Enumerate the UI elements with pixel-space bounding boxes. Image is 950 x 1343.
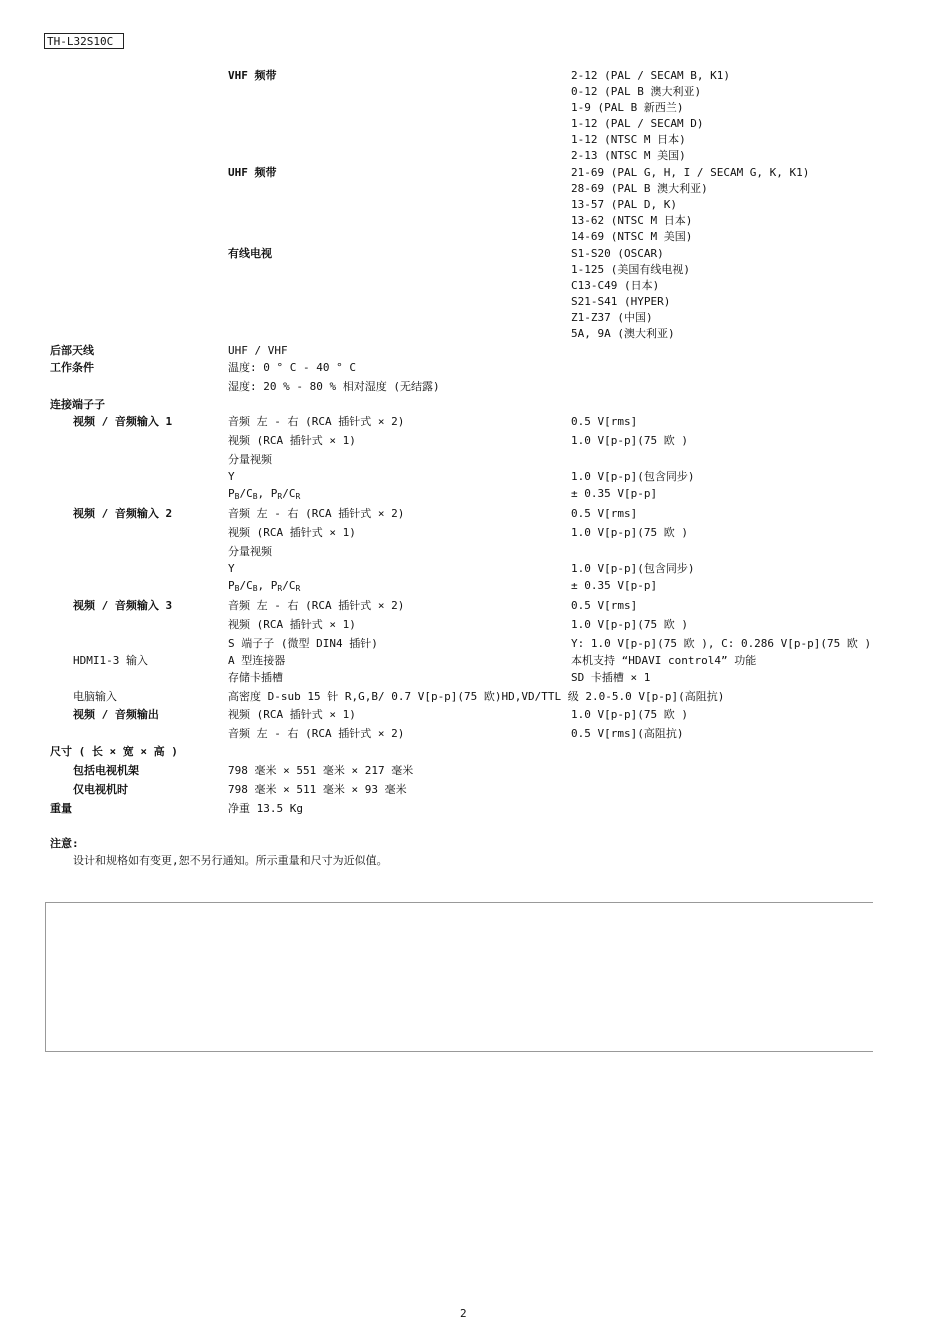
av2-pb-pr: $P_B/C_B$, $P_R/C_R$ xyxy=(228,579,301,593)
av-out-audio-level: 0.5 V[rms](高阻抗) xyxy=(571,727,684,740)
av2-pb-level: ± 0.35 V[p-p] xyxy=(571,579,658,592)
rear-antenna-label: 后部天线 xyxy=(50,344,94,357)
av2-audio-level: 0.5 V[rms] xyxy=(571,507,638,520)
av-out-video: 视频 (RCA 插针式 × 1) xyxy=(228,708,356,721)
catv-channel: 5A, 9A (澳大利亚) xyxy=(571,327,675,340)
tv-only-label: 仅电视机时 xyxy=(73,783,128,796)
av2-video-level: 1.0 V[p-p](75 欧 ) xyxy=(571,526,688,539)
av2-y-level: 1.0 V[p-p](包含同步) xyxy=(571,562,695,575)
operating-temperature: 温度: 0 ° C - 40 ° C xyxy=(228,361,356,374)
av1-y: Y xyxy=(228,470,235,483)
av1-audio: 音频 左 - 右 (RCA 插针式 × 2) xyxy=(228,415,405,428)
hdmi-connector: A 型连接器 xyxy=(228,654,286,667)
av3-svideo: S 端子子 (微型 DIN4 插针) xyxy=(228,637,378,650)
av3-audio: 音频 左 - 右 (RCA 插针式 × 2) xyxy=(228,599,405,612)
av-output-label: 视频 / 音频输出 xyxy=(73,708,159,721)
operating-conditions-label: 工作条件 xyxy=(50,361,94,374)
av3-svideo-level: Y: 1.0 V[p-p](75 欧 ), C: 0.286 V[p-p](75 欧 ) xyxy=(571,637,872,650)
av3-video-level: 1.0 V[p-p](75 欧 ) xyxy=(571,618,688,631)
vhf-band-label: VHF 频带 xyxy=(228,69,277,82)
catv-channel: Z1-Z37 (中国) xyxy=(571,311,653,324)
av3-video: 视频 (RCA 插针式 × 1) xyxy=(228,618,356,631)
av2-video: 视频 (RCA 插针式 × 1) xyxy=(228,526,356,539)
note-text: 设计和规格如有变更,恕不另行通知。所示重量和尺寸为近似值。 xyxy=(73,854,388,867)
uhf-band-label: UHF 频带 xyxy=(228,166,277,179)
av2-y: Y xyxy=(228,562,235,575)
vhf-channel: 1-9 (PAL B 新西兰) xyxy=(571,101,684,114)
av1-video-level: 1.0 V[p-p](75 欧 ) xyxy=(571,434,688,447)
uhf-channel: 28-69 (PAL B 澳大利亚) xyxy=(571,182,708,195)
uhf-channel: 21-69 (PAL G, H, I / SECAM G, K, K1) xyxy=(571,166,810,179)
av3-audio-level: 0.5 V[rms] xyxy=(571,599,638,612)
hdmi-input-label: HDMI1-3 输入 xyxy=(73,654,148,667)
catv-label: 有线电视 xyxy=(228,247,272,260)
catv-channel: 1-125 (美国有线电视) xyxy=(571,263,690,276)
catv-channel: C13-C49 (日本) xyxy=(571,279,660,292)
terminals-label: 连接端子子 xyxy=(50,398,105,411)
operating-humidity: 湿度: 20 % - 80 % 相对湿度 (无结露) xyxy=(228,380,440,393)
pc-input-label: 电脑输入 xyxy=(73,690,117,703)
pc-input-value: 高密度 D-sub 15 针 R,G,B/ 0.7 V[p-p](75 欧)HD,VD/TTL 级 2.0-5.0 V[p-p](高阻抗) xyxy=(228,690,725,703)
av-input-3-label: 视频 / 音频输入 3 xyxy=(73,599,173,612)
catv-channel: S21-S41 (HYPER) xyxy=(571,295,671,308)
with-stand-label: 包括电视机架 xyxy=(73,764,139,777)
catv-channel: S1-S20 (OSCAR) xyxy=(571,247,664,260)
card-slot: 存储卡插槽 xyxy=(228,671,283,684)
page-number: 2 xyxy=(460,1307,467,1320)
empty-frame-box xyxy=(45,902,873,1052)
weight-label: 重量 xyxy=(50,802,72,815)
av2-audio: 音频 左 - 右 (RCA 插针式 × 2) xyxy=(228,507,405,520)
note-label: 注意: xyxy=(50,837,79,850)
weight-value: 净重 13.5 Kg xyxy=(228,802,303,815)
with-stand-value: 798 毫米 × 551 毫米 × 217 毫米 xyxy=(228,764,414,777)
av1-audio-level: 0.5 V[rms] xyxy=(571,415,638,428)
vhf-channel: 0-12 (PAL B 澳大利亚) xyxy=(571,85,702,98)
av-input-2-label: 视频 / 音频输入 2 xyxy=(73,507,173,520)
av1-pb-level: ± 0.35 V[p-p] xyxy=(571,487,658,500)
uhf-channel: 13-57 (PAL D, K) xyxy=(571,198,677,211)
sd-slot: SD 卡插槽 × 1 xyxy=(571,671,651,684)
av1-component: 分量视频 xyxy=(228,453,272,466)
av2-component: 分量视频 xyxy=(228,545,272,558)
rear-antenna-value: UHF / VHF xyxy=(228,344,288,357)
av-out-video-level: 1.0 V[p-p](75 欧 ) xyxy=(571,708,688,721)
vhf-channel: 2-13 (NTSC M 美国) xyxy=(571,149,686,162)
tv-only-value: 798 毫米 × 511 毫米 × 93 毫米 xyxy=(228,783,407,796)
vhf-channel: 2-12 (PAL / SECAM B, K1) xyxy=(571,69,730,82)
model-number-box: TH-L32S10C xyxy=(44,33,124,49)
uhf-channel: 14-69 (NTSC M 美国) xyxy=(571,230,693,243)
uhf-channel: 13-62 (NTSC M 日本) xyxy=(571,214,693,227)
av1-pb-pr: $P_B/C_B$, $P_R/C_R$ xyxy=(228,487,301,501)
hdmi-feature: 本机支持 “HDAVI control4” 功能 xyxy=(571,654,757,667)
vhf-channel: 1-12 (PAL / SECAM D) xyxy=(571,117,704,130)
av-out-audio: 音频 左 - 右 (RCA 插针式 × 2) xyxy=(228,727,405,740)
av1-y-level: 1.0 V[p-p](包含同步) xyxy=(571,470,695,483)
vhf-channel: 1-12 (NTSC M 日本) xyxy=(571,133,686,146)
av1-video: 视频 (RCA 插针式 × 1) xyxy=(228,434,356,447)
av-input-1-label: 视频 / 音频输入 1 xyxy=(73,415,173,428)
dimensions-label: 尺寸 ( 长 × 宽 × 高 ) xyxy=(50,745,178,758)
